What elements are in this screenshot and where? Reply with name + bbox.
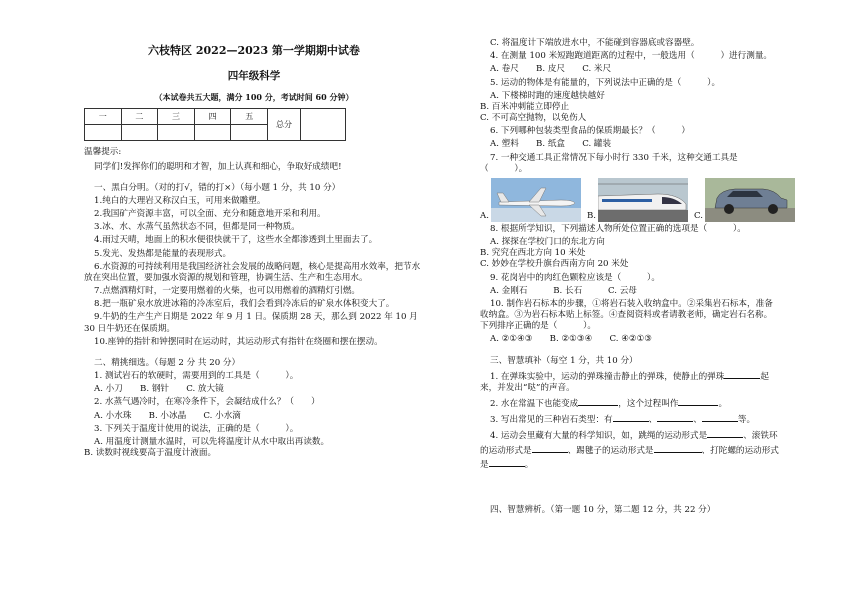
- question-item: 3. 下列关于温度计使用的说法，正确的是（ ）。: [94, 423, 299, 434]
- picture-option-b[interactable]: [587, 178, 688, 222]
- tips-body: 同学们!发挥你们的聪明和才智，加上认真和细心，争取好成绩吧!: [94, 161, 342, 172]
- question-item: 5. 运动的物体是有能量的，下列说法中正确的是（ ）。: [490, 77, 721, 88]
- answer-blank[interactable]: [724, 369, 760, 379]
- question-item: 6.水资源的可持续利用是我国经济社会发展的战略问题，核心是提高用水效率，把节水放在突出位置，要加强水资源的规划和管理，协调生活、生产和生态用水。: [84, 261, 421, 283]
- question-item: 3.冰、水、水蒸气虽然状态不同，但都是同一种物质。: [94, 222, 300, 233]
- answer-blank[interactable]: [654, 443, 702, 453]
- train-icon: [598, 178, 688, 222]
- right-column: [480, 36, 780, 516]
- airplane-icon: [491, 178, 581, 222]
- question-options: A. 卷尺 B. 皮尺 C. 米尺: [490, 64, 612, 75]
- question-options: A. 用温度计测量水温时，可以先将温度计从水中取出再读数。 B. 读数时视线要高于温度计液面。: [84, 436, 330, 459]
- score-col-3: 三: [158, 109, 195, 125]
- picture-label: B.: [586, 210, 597, 221]
- question-item: 10. 制作岩石标本的步骤，①将岩石装入收纳盒中。②采集岩石标本，准备收纳盒。③为岩石标本贴上标签。④查阅资料或者请教老师，确定岩石名称。下列排序正确的是（ ）。: [480, 298, 773, 332]
- answer-blank[interactable]: [613, 412, 649, 422]
- picture-label: A.: [480, 210, 489, 221]
- question-item: 8. 根据所学知识，下列描述人物所处位置正确的选项是（ ）。: [490, 223, 746, 234]
- question-item: 9. 花岗岩中的肉红色颗粒应该是（ ）。: [490, 272, 660, 283]
- section1-list: [84, 196, 424, 348]
- score-col-4: 四: [194, 109, 231, 125]
- answer-blank[interactable]: [489, 457, 525, 467]
- section1-heading: 一、黑白分明。（对的打√，错的打×）（每小题 1 分，共 10 分）: [94, 182, 341, 193]
- fill-item: 3. 写出常见的三种岩石类型：有 、 、 等。: [480, 412, 780, 426]
- score-cell-3[interactable]: [158, 125, 195, 141]
- fill-item: 1. 在弹珠实验中，运动的弹珠撞击静止的弹珠，使静止的弹珠 起来，并发出“哒”的声音。: [480, 369, 780, 394]
- answer-blank[interactable]: [702, 412, 738, 422]
- fill-item: 4. 运动会里藏有大量的科学知识，如，跳绳的运动形式是 、滚铁环的运动形式是 、踢毽子的运动形式是 、打陀螺的运动形式是 。: [480, 428, 780, 471]
- exam-note: （本试卷共五大题，满分 100 分，考试时间 60 分钟）: [154, 91, 354, 102]
- score-cell-2[interactable]: [121, 125, 158, 141]
- question-item: 7. 一种交通工具正常情况下每小时行 330 千米，这种交通工具是（ ）。: [480, 152, 738, 174]
- answer-blank[interactable]: [578, 396, 618, 406]
- question-item: 2. 水蒸气遇冷时，在寒冷条件下，会凝结成什么？（ ）: [94, 397, 320, 408]
- score-col-5: 五: [231, 109, 268, 125]
- question-item: 8.把一瓶矿泉水放进冰箱的冷冻室后，我们会看到冷冻后的矿泉水体积变大了。: [94, 299, 395, 310]
- answer-blank[interactable]: [657, 412, 693, 422]
- question-options: A. 下楼梯时跑的速度越快越好 B. 百米冲刺能立即停止 C. 不可高空抛物，以免伤人: [480, 90, 605, 124]
- score-total-label: 总分: [268, 109, 301, 141]
- section3-list: [480, 369, 780, 471]
- section3-heading: 三、智慧填补（每空 1 分，共 10 分）: [490, 355, 638, 366]
- question-item: C. 将温度计下端放进水中，不能碰到容器底或容器壁。: [490, 38, 700, 48]
- question-item: 4. 在测量 100 米短跑跑道距离的过程中，一般选用（ ）进行测量。: [490, 51, 773, 62]
- section2-left-list: [84, 371, 424, 459]
- question-item: 1.纯白的大理岩又称汉白玉，可用来做雕塑。: [94, 195, 266, 206]
- fill-item: 2. 水在常温下也能变成 ，这个过程叫作 。: [480, 396, 780, 410]
- exam-subject: 四年级科学: [227, 70, 281, 83]
- score-col-2: 二: [121, 109, 158, 125]
- section2-heading: 二、精挑细选。（每题 2 分 共 20 分）: [94, 357, 241, 368]
- score-cell-5[interactable]: [231, 125, 268, 141]
- transport-pictures: [480, 178, 780, 222]
- picture-label: C.: [694, 210, 704, 221]
- question-options: A. 探探在学校门口的东北方向 B. 究究在西北方向 10 米处 C. 妙妙在学校升旗台西南方向 20 米处: [480, 237, 629, 270]
- question-item: 4.雨过天晴，地面上的积水便很快就干了，这些水全都渗透到土里面去了。: [94, 235, 378, 246]
- question-item: 5.发光、发热都是能量的表现形式。: [94, 248, 232, 259]
- answer-blank[interactable]: [678, 396, 718, 406]
- question-item: 6. 下列哪种包装类型食品的保质期最长？（ ）: [490, 126, 690, 137]
- exam-title: 六枝特区 2022—2023 第一学期期中试卷: [148, 44, 360, 57]
- question-item: 7.点燃酒精灯时，一定要用燃着的火柴，也可以用燃着的酒精灯引燃。: [94, 286, 361, 297]
- question-item: 10.座钟的指针和钟摆同时在运动时，其运动形式有指针在绕圈和摆在摆动。: [94, 336, 383, 347]
- score-total-cell[interactable]: [301, 109, 346, 141]
- score-cell-1[interactable]: [85, 125, 122, 141]
- picture-option-c[interactable]: [694, 178, 795, 222]
- question-options: A. ②①④③ B. ②①③④ C. ④②①③: [490, 334, 653, 345]
- question-item: 1. 测试岩石的软硬时，需要用到的工具是（ ）。: [94, 371, 299, 382]
- question-item: 2.我国矿产资源丰富，可以全面、充分和随意地开采和利用。: [94, 209, 326, 220]
- section2-after-list: [480, 224, 780, 346]
- score-table: [84, 108, 346, 141]
- answer-blank[interactable]: [707, 428, 743, 438]
- car-icon: [705, 178, 795, 222]
- question-options: A. 塑料 B. 纸盒 C. 罐装: [490, 139, 612, 150]
- score-cell-4[interactable]: [194, 125, 231, 141]
- question-options: A. 小刀 B. 钢针 C. 放大镜: [94, 384, 224, 395]
- picture-option-a[interactable]: [480, 178, 581, 222]
- tips-heading: 温馨提示:: [84, 147, 122, 158]
- answer-blank[interactable]: [532, 443, 568, 453]
- question-item: 9.牛奶的生产生产日期是 2022 年 9 月 1 日。保质期 28 天，那么到 2022 年 10 月 30 日牛奶还在保质期。: [84, 312, 418, 334]
- section4-heading: 四、智慧辨析。（第一题 10 分，第二题 12 分，共 22 分）: [490, 504, 716, 515]
- left-column: [84, 0, 424, 459]
- question-options: A. 金刚石 B. 长石 C. 云母: [490, 285, 637, 296]
- question-options: A. 小水珠 B. 小冰晶 C. 小水滴: [94, 410, 241, 421]
- score-col-1: 一: [85, 109, 122, 125]
- section2-right-list: [480, 38, 780, 175]
